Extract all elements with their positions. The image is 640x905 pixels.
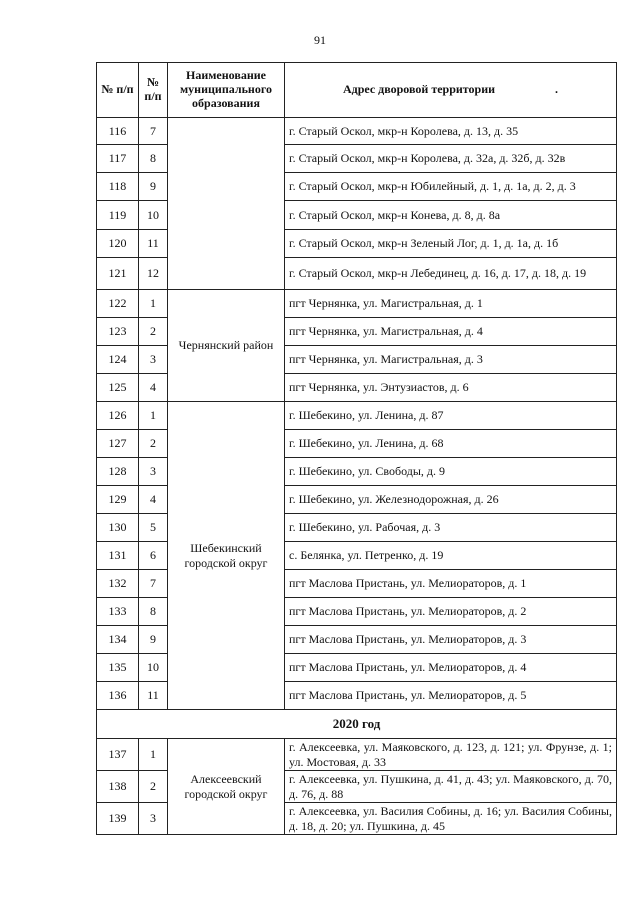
address-cell: г. Шебекино, ул. Рабочая, д. 3 — [285, 514, 617, 542]
address-cell: г. Алексеевка, ул. Маяковского, д. 123, д. 121; ул. Фрунзе, д. 1; ул. Мостовая, д. 33 — [285, 739, 617, 771]
address-table — [96, 62, 617, 835]
table-row — [97, 290, 617, 318]
row-number: 118 — [97, 173, 139, 201]
row-subnumber: 5 — [139, 514, 168, 542]
header-num: № п/п — [97, 63, 139, 118]
row-number: 139 — [97, 803, 139, 835]
row-subnumber: 9 — [139, 173, 168, 201]
table-row — [97, 739, 617, 771]
row-number: 124 — [97, 346, 139, 374]
row-subnumber: 8 — [139, 145, 168, 173]
row-subnumber: 8 — [139, 598, 168, 626]
table-header-row — [97, 63, 617, 118]
row-subnumber: 10 — [139, 654, 168, 682]
address-cell: пгт Маслова Пристань, ул. Мелиораторов, д. 3 — [285, 626, 617, 654]
address-cell: пгт Маслова Пристань, ул. Мелиораторов, д. 5 — [285, 682, 617, 710]
header-subnum: № п/п — [139, 63, 168, 118]
row-number: 135 — [97, 654, 139, 682]
municipality-cell: Алексеевский городской округ — [168, 739, 285, 835]
year-row — [97, 710, 617, 739]
address-cell: пгт Маслова Пристань, ул. Мелиораторов, д. 1 — [285, 570, 617, 598]
address-cell: пгт Маслова Пристань, ул. Мелиораторов, д. 4 — [285, 654, 617, 682]
row-subnumber: 4 — [139, 486, 168, 514]
address-cell: пгт Чернянка, ул. Магистральная, д. 3 — [285, 346, 617, 374]
row-number: 130 — [97, 514, 139, 542]
address-cell: г. Алексеевка, ул. Василия Собины, д. 16; ул. Василия Собины, д. 18, д. 20; ул. Пушкина, д. 45 — [285, 803, 617, 835]
row-subnumber: 11 — [139, 682, 168, 710]
row-number: 121 — [97, 258, 139, 290]
row-number: 131 — [97, 542, 139, 570]
address-cell: г. Шебекино, ул. Железнодорожная, д. 26 — [285, 486, 617, 514]
address-cell: г. Старый Оскол, мкр-н Юбилейный, д. 1, д. 1а, д. 2, д. 3 — [285, 173, 617, 201]
address-cell: г. Шебекино, ул. Свободы, д. 9 — [285, 458, 617, 486]
row-subnumber: 4 — [139, 374, 168, 402]
row-subnumber: 1 — [139, 402, 168, 430]
row-subnumber: 7 — [139, 570, 168, 598]
address-cell: г. Шебекино, ул. Ленина, д. 87 — [285, 402, 617, 430]
row-subnumber: 6 — [139, 542, 168, 570]
row-subnumber: 11 — [139, 230, 168, 258]
row-subnumber: 2 — [139, 318, 168, 346]
row-number: 126 — [97, 402, 139, 430]
row-subnumber: 12 — [139, 258, 168, 290]
table-row — [97, 402, 617, 430]
row-number: 134 — [97, 626, 139, 654]
row-number: 120 — [97, 230, 139, 258]
row-number: 127 — [97, 430, 139, 458]
row-subnumber: 7 — [139, 118, 168, 145]
municipality-cell — [168, 118, 285, 290]
row-subnumber: 3 — [139, 346, 168, 374]
row-number: 129 — [97, 486, 139, 514]
municipality-cell: Чернянский район — [168, 290, 285, 402]
header-municipality: Наименование муниципального образования — [168, 63, 285, 118]
row-number: 117 — [97, 145, 139, 173]
row-number: 122 — [97, 290, 139, 318]
row-number: 123 — [97, 318, 139, 346]
row-subnumber: 10 — [139, 201, 168, 230]
row-number: 136 — [97, 682, 139, 710]
address-cell: пгт Маслова Пристань, ул. Мелиораторов, д. 2 — [285, 598, 617, 626]
row-number: 116 — [97, 118, 139, 145]
address-cell: г. Старый Оскол, мкр-н Зеленый Лог, д. 1, д. 1а, д. 1б — [285, 230, 617, 258]
row-subnumber: 2 — [139, 771, 168, 803]
row-number: 133 — [97, 598, 139, 626]
header-address: Адрес дворовой территории . — [285, 63, 617, 118]
row-number: 132 — [97, 570, 139, 598]
row-number: 125 — [97, 374, 139, 402]
row-subnumber: 3 — [139, 458, 168, 486]
row-subnumber: 9 — [139, 626, 168, 654]
table-row — [97, 118, 617, 145]
row-subnumber: 3 — [139, 803, 168, 835]
address-cell: г. Старый Оскол, мкр-н Королева, д. 32а, д. 32б, д. 32в — [285, 145, 617, 173]
municipality-cell: Шебекинский городской округ — [168, 402, 285, 710]
address-cell: г. Старый Оскол, мкр-н Конева, д. 8, д. 8а — [285, 201, 617, 230]
row-number: 137 — [97, 739, 139, 771]
address-cell: пгт Чернянка, ул. Магистральная, д. 4 — [285, 318, 617, 346]
page-number: 91 — [314, 33, 326, 47]
address-cell: г. Старый Оскол, мкр-н Лебединец, д. 16, д. 17, д. 18, д. 19 — [285, 258, 617, 290]
address-cell: г. Алексеевка, ул. Пушкина, д. 41, д. 43; ул. Маяковского, д. 70, д. 76, д. 88 — [285, 771, 617, 803]
address-cell: г. Старый Оскол, мкр-н Королева, д. 13, д. 35 — [285, 118, 617, 145]
address-cell: пгт Чернянка, ул. Магистральная, д. 1 — [285, 290, 617, 318]
address-cell: пгт Чернянка, ул. Энтузиастов, д. 6 — [285, 374, 617, 402]
row-subnumber: 1 — [139, 739, 168, 771]
row-subnumber: 2 — [139, 430, 168, 458]
row-number: 119 — [97, 201, 139, 230]
row-subnumber: 1 — [139, 290, 168, 318]
address-cell: г. Шебекино, ул. Ленина, д. 68 — [285, 430, 617, 458]
row-number: 138 — [97, 771, 139, 803]
row-number: 128 — [97, 458, 139, 486]
year-label: 2020 год — [97, 710, 617, 739]
address-cell: с. Белянка, ул. Петренко, д. 19 — [285, 542, 617, 570]
